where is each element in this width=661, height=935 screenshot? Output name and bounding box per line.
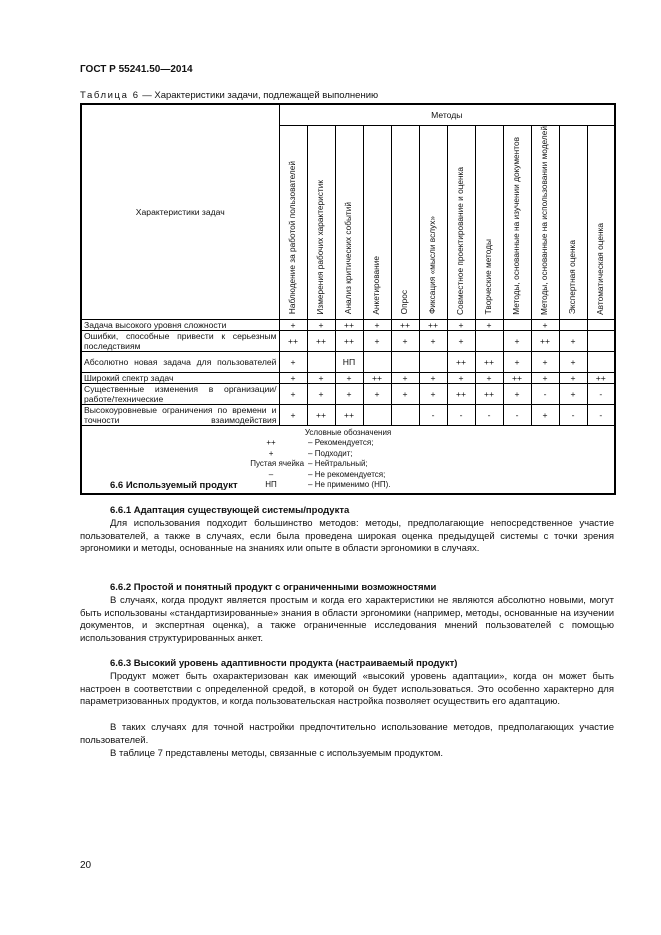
section-6-6-3-title: 6.6.3 Высокий уровень адаптивности продукта (настраиваемый продукт)	[110, 658, 458, 669]
method-header-cell	[391, 125, 419, 319]
rating-cell: -	[559, 404, 587, 425]
method-name: Измерения рабочих характеристик	[315, 179, 326, 315]
rating-cell: +	[531, 372, 559, 383]
section-6-6-2-title: 6.6.2 Простой и понятный продукт с ограниченными возможностями	[110, 582, 437, 593]
method-header-cell	[335, 125, 363, 319]
rating-cell: ++	[587, 372, 615, 383]
paragraph-text: В таких случаях для точной настройки предпочтительно использование методов, предполагающих участие пользователей.	[80, 722, 614, 746]
paragraph-text: Продукт может быть охарактеризован как имеющий «высокий уровень адаптации», когда он может быть настроен в соответствии с определенной средой, в которой он будет использоваться. Это особенно характерно для параметризованных продуктов, и когда пользовательская настройка позволяет осуществить его адаптацию.	[80, 671, 614, 708]
rating-cell	[587, 330, 615, 351]
method-name: Методы, основанные на использовании моделей	[539, 125, 550, 315]
method-name: Опрос	[399, 290, 410, 315]
method-header-cell	[587, 125, 615, 319]
table-corner-label: Характеристики задач	[81, 104, 279, 319]
rating-cell: -	[419, 404, 447, 425]
rating-cell: +	[363, 383, 391, 404]
caption-prefix: Таблица 6	[80, 90, 140, 101]
method-header-cell	[475, 125, 503, 319]
rating-cell	[391, 351, 419, 372]
rating-cell	[587, 319, 615, 330]
section-6-6-3-paragraph-3	[80, 748, 614, 761]
document-header: ГОСТ Р 55241.50—2014	[80, 64, 193, 75]
rating-cell: +	[531, 319, 559, 330]
method-header-cell	[419, 125, 447, 319]
rating-cell: +	[559, 330, 587, 351]
method-name: Автоматическая оценка	[595, 222, 606, 315]
section-6-6-1-title: 6.6.1 Адаптация существующей системы/продукта	[110, 505, 350, 516]
rating-cell	[391, 404, 419, 425]
paragraph-text: В таблице 7 представлены методы, связанные с используемым продуктом.	[110, 748, 444, 759]
table-row	[81, 372, 615, 383]
rating-cell	[363, 351, 391, 372]
method-header-cell	[363, 125, 391, 319]
section-6-6-2-paragraph	[80, 595, 614, 645]
rating-cell: ++	[279, 330, 307, 351]
rating-cell: +	[531, 404, 559, 425]
rating-cell: -	[503, 404, 531, 425]
rating-cell: ++	[335, 330, 363, 351]
row-label: Задача высокого уровня сложности	[81, 319, 279, 330]
rating-cell: +	[447, 319, 475, 330]
row-label: Существенные изменения в организации/работе/технические	[81, 383, 279, 404]
rating-cell: +	[335, 383, 363, 404]
section-6-6-1-paragraph	[80, 518, 614, 556]
rating-cell: +	[335, 372, 363, 383]
rating-cell: ++	[475, 383, 503, 404]
row-label: Высокоуровневые ограничения по времени и точности взаимодействия	[81, 404, 279, 425]
rating-cell: +	[559, 383, 587, 404]
rating-cell	[363, 404, 391, 425]
legend-key: НП	[265, 480, 277, 490]
paragraph-text: В случаях, когда продукт является простым и когда его характеристики не являются абсолютно новыми, могут быть использованы «стандартизированные» знания в области эргономики (например, методы, основанные на изучении документов, и экспертная оценка), а также ограниченные исследования мнений пользователей с помощью использования структурированных анкет.	[80, 595, 614, 644]
rating-cell: +	[419, 383, 447, 404]
rating-cell: -	[531, 383, 559, 404]
method-header-cell	[559, 125, 587, 319]
method-name: Анкетирование	[371, 255, 382, 315]
legend-key: ++	[266, 438, 276, 448]
rating-cell: +	[559, 351, 587, 372]
rating-cell: +	[503, 351, 531, 372]
page-number: 20	[80, 860, 92, 871]
method-name: Анализ критических событий	[343, 202, 354, 315]
rating-cell: ++	[335, 319, 363, 330]
method-name: Фиксация «мысли вслух»	[427, 216, 438, 315]
rating-cell: -	[587, 404, 615, 425]
rating-cell: ++	[419, 319, 447, 330]
method-name: Творческие методы	[483, 239, 494, 315]
paragraph-text: Для использования подходит большинство методов: методы, предполагающие непосредственное участие пользователей, а также в случаях, если была проведена широкая оценка предыдущей системы с точки зрения эргономики и методы, основанные на знаниях или опыте в области эргономики в случаях.	[80, 518, 614, 555]
section-6-6-3-paragraph-1	[80, 671, 614, 709]
rating-cell: +	[279, 404, 307, 425]
rating-cell: +	[447, 372, 475, 383]
legend-key: Пустая ячейка	[250, 459, 305, 469]
rating-cell: ++	[335, 404, 363, 425]
rating-cell: НП	[335, 351, 363, 372]
rating-cell: +	[363, 330, 391, 351]
method-header-cell	[531, 125, 559, 319]
rating-cell: +	[475, 372, 503, 383]
rating-cell: +	[279, 383, 307, 404]
table-row	[81, 351, 615, 372]
rating-cell	[475, 330, 503, 351]
legend-text: – Не рекомендуется;	[308, 469, 386, 479]
rating-cell: +	[391, 383, 419, 404]
caption-text: — Характеристики задачи, подлежащей выполнению	[139, 90, 379, 101]
rating-cell	[307, 351, 335, 372]
legend-text: – Подходит;	[308, 448, 353, 458]
rating-cell: +	[307, 319, 335, 330]
rating-cell: ++	[531, 330, 559, 351]
rating-cell	[419, 351, 447, 372]
legend-text: – Рекомендуется;	[308, 438, 374, 448]
method-name: Совместное проектирование и оценка	[455, 166, 466, 315]
rating-cell: ++	[363, 372, 391, 383]
rating-cell	[503, 319, 531, 330]
rating-cell: +	[279, 319, 307, 330]
rating-cell: ++	[307, 404, 335, 425]
rating-cell: ++	[475, 351, 503, 372]
methods-header: Методы	[279, 104, 615, 125]
rating-cell: ++	[307, 330, 335, 351]
method-header-cell	[307, 125, 335, 319]
row-label: Абсолютно новая задача для пользователей	[81, 351, 279, 372]
legend-key: +	[268, 448, 274, 458]
characteristics-table	[80, 103, 616, 495]
rating-cell: +	[279, 372, 307, 383]
legend-text: – Нейтральный;	[308, 459, 368, 469]
section-6-6-title: 6.6 Используемый продукт	[110, 480, 238, 491]
rating-cell: +	[419, 330, 447, 351]
legend-key: –	[268, 469, 274, 479]
rating-cell: +	[307, 372, 335, 383]
section-6-6-3-paragraph-2	[80, 722, 614, 747]
table-row	[81, 404, 615, 425]
legend-title: Условные обозначения	[304, 427, 392, 437]
rating-cell	[559, 319, 587, 330]
legend-text: – Не применимо (НП).	[308, 480, 391, 490]
rating-cell: ++	[447, 351, 475, 372]
rating-cell: -	[475, 404, 503, 425]
method-header-cell	[279, 125, 307, 319]
rating-cell: +	[307, 383, 335, 404]
rating-cell: +	[279, 351, 307, 372]
row-label: Ошибки, способные привести к серьезным последствиям	[81, 330, 279, 351]
row-label: Широкий спектр задач	[81, 372, 279, 383]
method-name: Методы, основанные на изучении документов	[511, 136, 522, 315]
rating-cell: ++	[447, 383, 475, 404]
rating-cell: +	[531, 351, 559, 372]
rating-cell: +	[391, 372, 419, 383]
table-caption	[80, 90, 378, 101]
table-row	[81, 330, 615, 351]
rating-cell: -	[447, 404, 475, 425]
rating-cell: -	[587, 383, 615, 404]
table-row	[81, 383, 615, 404]
rating-cell: +	[363, 319, 391, 330]
method-header-cell	[447, 125, 475, 319]
rating-cell: +	[419, 372, 447, 383]
method-header-cell	[503, 125, 531, 319]
table-row	[81, 319, 615, 330]
rating-cell: +	[503, 383, 531, 404]
rating-cell	[587, 351, 615, 372]
rating-cell: +	[391, 330, 419, 351]
method-name: Наблюдение за работой пользователей	[287, 161, 298, 315]
rating-cell: ++	[391, 319, 419, 330]
rating-cell: +	[559, 372, 587, 383]
rating-cell: +	[503, 330, 531, 351]
rating-cell: +	[447, 330, 475, 351]
method-name: Экспертная оценка	[567, 240, 578, 315]
rating-cell: ++	[503, 372, 531, 383]
rating-cell: +	[475, 319, 503, 330]
